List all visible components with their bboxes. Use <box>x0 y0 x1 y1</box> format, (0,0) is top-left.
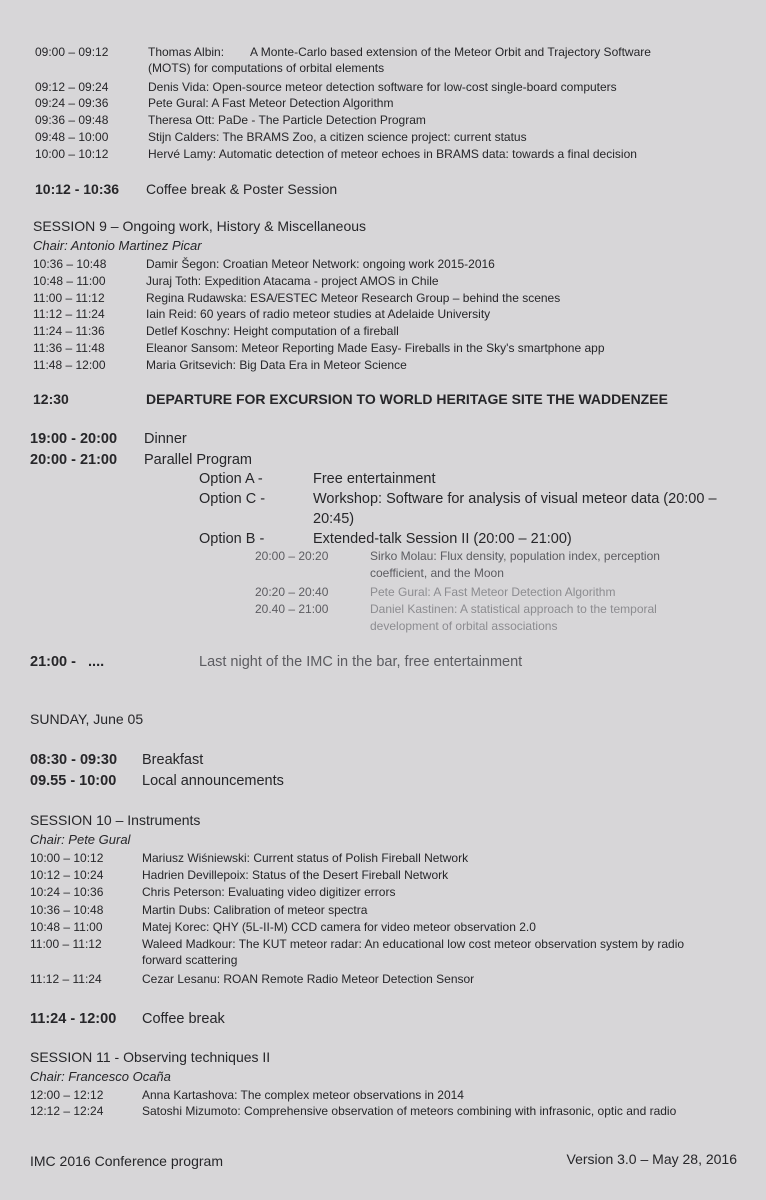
session-chair: Chair: Antonio Martinez Picar <box>33 238 202 253</box>
talk-title: Regina Rudawska: ESA/ESTEC Meteor Research Group – behind the scenes <box>146 291 561 305</box>
talk-title: Satoshi Mizumoto: Comprehensive observation of meteors combining with infrasonic, optic and radio <box>142 1104 677 1118</box>
talk-time: 11:00 – 11:12 <box>30 937 102 951</box>
talk-title: Martin Dubs: Calibration of meteor spectra <box>142 903 368 917</box>
talk-title: Maria Gritsevich: Big Data Era in Meteor Science <box>146 358 407 372</box>
talk-time: 11:48 – 12:00 <box>33 358 106 372</box>
talk-title: Pete Gural: A Fast Meteor Detection Algorithm <box>148 96 394 110</box>
breakfast-label: Breakfast <box>142 752 204 768</box>
talk-title: Chris Peterson: Evaluating video digitizer errors <box>142 885 396 899</box>
coffee-break-label: Coffee break & Poster Session <box>146 181 338 197</box>
option-name: Option C - <box>199 491 266 507</box>
option-description: Extended-talk Session II (20:00 – 21:00) <box>313 531 572 547</box>
talk-title: Hervé Lamy: Automatic detection of meteor echoes in BRAMS data: towards a final decision <box>148 147 637 161</box>
option-name: Option B - <box>199 531 265 547</box>
option-description-continued: 20:45) <box>313 511 355 527</box>
talk-title: Mariusz Wiśniewski: Current status of Polish Fireball Network <box>142 851 469 865</box>
announcements-label: Local announcements <box>142 773 284 789</box>
talk-time: 12:00 – 12:12 <box>30 1088 104 1102</box>
talk-time: 20.40 – 21:00 <box>255 602 329 616</box>
footer-version: Version 3.0 – May 28, 2016 <box>566 1151 737 1167</box>
talk-time: 11:36 – 11:48 <box>33 341 105 355</box>
option-description: Workshop: Software for analysis of visual meteor data (20:00 – <box>313 491 717 507</box>
talk-time: 09:48 – 10:00 <box>35 130 109 144</box>
talk-time: 10:24 – 10:36 <box>30 885 104 899</box>
departure-label: DEPARTURE FOR EXCURSION TO WORLD HERITAGE SITE THE WADDENZEE <box>146 391 668 407</box>
talk-time: 10:36 – 10:48 <box>30 903 104 917</box>
talk-title: Waleed Madkour: The KUT meteor radar: An educational low cost meteor observation system by radio <box>142 937 685 951</box>
talk-title: Eleanor Sansom: Meteor Reporting Made Easy- Fireballs in the Sky's smartphone app <box>146 341 605 355</box>
coffee-break-label: Coffee break <box>142 1011 225 1027</box>
session-title: SESSION 9 – Ongoing work, History & Miscellaneous <box>33 218 367 234</box>
departure-time: 12:30 <box>33 391 69 407</box>
talk-time: 10:36 – 10:48 <box>33 257 107 271</box>
talk-time: 10:48 – 11:00 <box>33 274 106 288</box>
talk-time: 10:00 – 10:12 <box>35 147 109 161</box>
session-chair: Chair: Pete Gural <box>30 832 131 847</box>
talk-title: Damir Šegon: Croatian Meteor Network: ongoing work 2015-2016 <box>146 257 495 271</box>
option-name: Option A - <box>199 471 263 487</box>
talk-time: 20:00 – 20:20 <box>255 549 329 563</box>
talk-title: Denis Vida: Open-source meteor detection software for low-cost single-board computers <box>148 80 617 94</box>
announcements-time: 09.55 - 10:00 <box>30 773 117 789</box>
talk-time: 11:12 – 11:24 <box>30 972 102 986</box>
footer-title: IMC 2016 Conference program <box>30 1153 223 1169</box>
talk-title: Cezar Lesanu: ROAN Remote Radio Meteor Detection Sensor <box>142 972 475 986</box>
session-chair: Chair: Francesco Ocaña <box>30 1069 171 1084</box>
session-title: SESSION 10 – Instruments <box>30 812 201 828</box>
session-title: SESSION 11 - Observing techniques II <box>30 1049 271 1065</box>
talk-time: 11:12 – 11:24 <box>33 307 105 321</box>
talk-title: Detlef Koschny: Height computation of a fireball <box>146 324 399 338</box>
talk-time: 10:48 – 11:00 <box>30 920 103 934</box>
talk-time: 10:12 – 10:24 <box>30 868 104 882</box>
talk-title: Matej Korec: QHY (5L-II-M) CCD camera for video meteor observation 2.0 <box>142 920 536 934</box>
talk-time: 20:20 – 20:40 <box>255 585 329 599</box>
last-night-time: 21:00 - .... <box>30 654 105 670</box>
talk-title-continued: coefficient, and the Moon <box>370 566 504 580</box>
talk-time: 09:12 – 09:24 <box>35 80 109 94</box>
talk-title: Thomas Albin: A Monte-Carlo based extension of the Meteor Orbit and Trajectory Software <box>148 45 651 59</box>
talk-title: Pete Gural: A Fast Meteor Detection Algorithm <box>370 585 616 599</box>
dinner-label: Dinner <box>144 431 187 447</box>
talk-title-continued: (MOTS) for computations of orbital elements <box>148 61 385 75</box>
day-heading: SUNDAY, June 05 <box>30 711 144 727</box>
talk-title: Juraj Toth: Expedition Atacama - project AMOS in Chile <box>146 274 439 288</box>
talk-time: 12:12 – 12:24 <box>30 1104 104 1118</box>
last-night-label: Last night of the IMC in the bar, free entertainment <box>199 654 523 670</box>
talk-time: 09:24 – 09:36 <box>35 96 109 110</box>
talk-time: 09:36 – 09:48 <box>35 113 109 127</box>
talk-title: Theresa Ott: PaDe - The Particle Detection Program <box>148 113 426 127</box>
talk-title: Daniel Kastinen: A statistical approach to the temporal <box>370 602 657 616</box>
parallel-program-time: 20:00 - 21:00 <box>30 452 118 468</box>
coffee-break-time: 10:12 - 10:36 <box>35 181 120 197</box>
dinner-time: 19:00 - 20:00 <box>30 431 118 447</box>
talk-title: Iain Reid: 60 years of radio meteor studies at Adelaide University <box>146 307 491 321</box>
talk-title: Hadrien Devillepoix: Status of the Desert Fireball Network <box>142 868 449 882</box>
talk-time: 09:00 – 09:12 <box>35 45 109 59</box>
talk-title: Stijn Calders: The BRAMS Zoo, a citizen science project: current status <box>148 130 527 144</box>
talk-title-continued: development of orbital associations <box>370 619 558 633</box>
talk-time: 11:00 – 11:12 <box>33 291 105 305</box>
talk-title: Sirko Molau: Flux density, population index, perception <box>370 549 660 563</box>
breakfast-time: 08:30 - 09:30 <box>30 752 118 768</box>
option-description: Free entertainment <box>313 471 436 487</box>
talk-time: 11:24 – 11:36 <box>33 324 105 338</box>
talk-time: 10:00 – 10:12 <box>30 851 104 865</box>
talk-title: Anna Kartashova: The complex meteor observations in 2014 <box>142 1088 464 1102</box>
parallel-program-label: Parallel Program <box>144 452 252 468</box>
talk-title-continued: forward scattering <box>142 953 238 967</box>
coffee-break-time: 11:24 - 12:00 <box>30 1011 117 1027</box>
